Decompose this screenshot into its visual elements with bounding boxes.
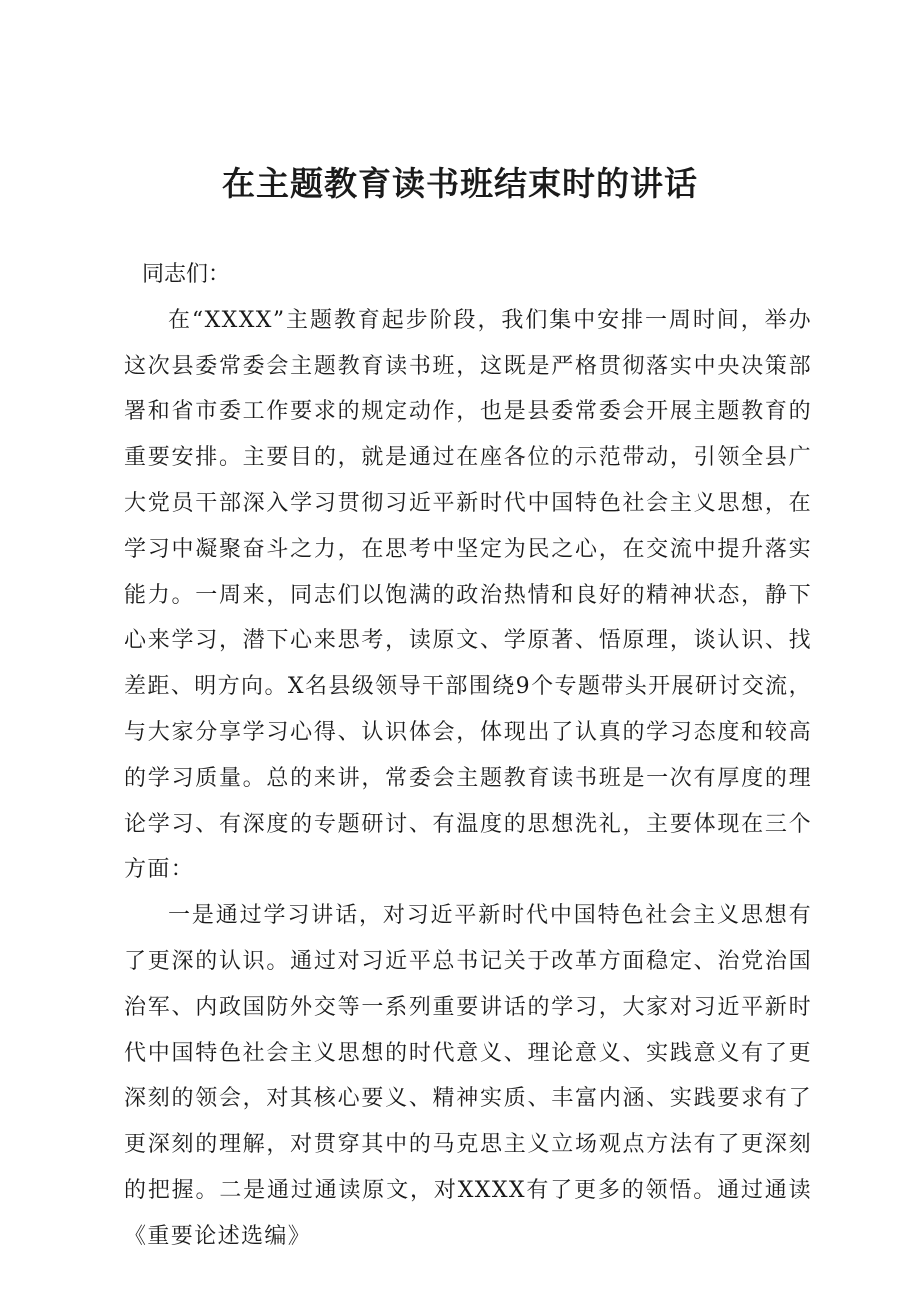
document-title: 在主题教育读书班结束时的讲话 [222,164,698,203]
paragraph-intro: 在“XXXX”主题教育起步阶段，我们集中安排一周时间，举办这次县委常委会主题教育读书班，这既是严格贯彻落实中央决策部署和省市委工作要求的规定动作，也是县委常委会开展主题教育的重要安排。主要目的，就是通过在座各位的示范带动，引领全县广大党员干部深入学习贯彻习近平新时代中国特色社会主义思想，在学习中凝聚奋斗之力，在思考中坚定为民之心，在交流中提升落实能力。一周来，同志们以饱满的政治热情和良好的精神状态，静下心来学习，潜下心来思考，读原文、学原著、悟原理，谈认识、找差距、明方向。X名县级领导干部围绕9个专题带头开展研讨交流，与大家分享学习心得、认识体会，体现出了认真的学习态度和较高的学习质量。总的来讲，常委会主题教育读书班是一次有厚度的理论学习、有深度的专题研讨、有温度的思想洗礼，主要体现在三个方面： [124,307,812,883]
paragraph-points: 一是通过学习讲话，对习近平新时代中国特色社会主义思想有了更深的认识。通过对习近平总书记关于改革方面稳定、治党治国治军、内政国防外交等一系列重要讲话的学习，大家对习近平新时代中国特色社会主义思想的时代意义、理论意义、实践意义有了更深刻的领会，对其核心要义、精神实质、丰富内涵、实践要求有了更深刻的理解，对贯穿其中的马克思主义立场观点方法有了更深刻的把握。二是通过通读原文，对XXXX有了更多的领悟。通过通读《重要论述选编》 [124,903,812,1249]
salutation: 同志们： [142,262,231,287]
document-body [124,252,812,1260]
